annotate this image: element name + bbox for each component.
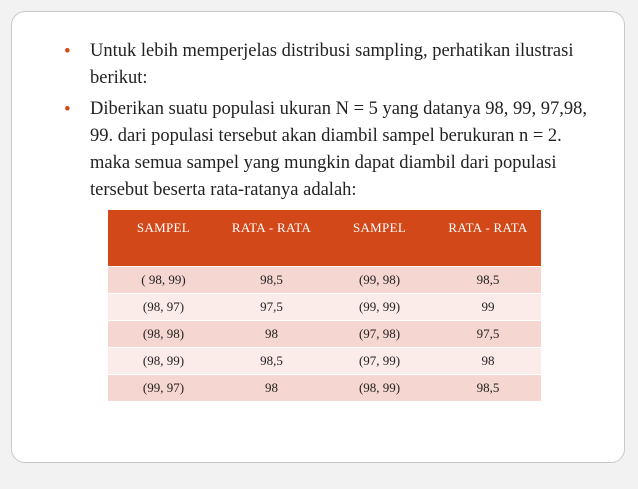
bullet-text: Untuk lebih memperjelas distribusi sampling, perhatikan ilustrasi berikut: — [90, 41, 574, 88]
table-row — [108, 375, 541, 402]
table-cell: 97,5 — [219, 294, 324, 321]
table-cell: (99, 97) — [108, 375, 219, 402]
table-header-row — [108, 210, 541, 267]
table-cell: ( 98, 99) — [108, 267, 219, 294]
bullet-list — [64, 38, 604, 208]
table-cell: 97,5 — [435, 321, 541, 348]
table-cell: 98,5 — [219, 267, 324, 294]
table-cell: (97, 99) — [324, 348, 435, 375]
header-rata-rata: RATA - RATA — [219, 210, 324, 267]
sample-table — [108, 210, 541, 401]
slide — [11, 11, 625, 463]
table-cell: (98, 98) — [108, 321, 219, 348]
header-rata-rata: RATA - RATA — [435, 210, 541, 267]
table-row — [108, 321, 541, 348]
table-cell: 98 — [435, 348, 541, 375]
bullet-dot-icon: • — [64, 41, 71, 62]
table-cell: 98,5 — [435, 267, 541, 294]
table-row — [108, 294, 541, 321]
table-cell: (98, 97) — [108, 294, 219, 321]
header-sampel: SAMPEL — [324, 210, 435, 267]
table-cell: (97, 98) — [324, 321, 435, 348]
table-cell: (98, 99) — [324, 375, 435, 402]
bullet-item — [64, 96, 604, 204]
header-sampel: SAMPEL — [108, 210, 219, 267]
table-cell: 98,5 — [219, 348, 324, 375]
bullet-text: Diberikan suatu populasi ukuran N = 5 yang datanya 98, 99, 97,98, 99. dari populasi tersebut akan diambil sampel berukuran n = 2. maka semua sampel yang mungkin dapat diambil dari populasi tersebut beserta rata-ratanya adalah: — [90, 99, 587, 200]
table-cell: (98, 99) — [108, 348, 219, 375]
bullet-dot-icon: • — [64, 99, 71, 120]
bullet-item — [64, 38, 604, 92]
table-row — [108, 267, 541, 294]
table-cell: (99, 98) — [324, 267, 435, 294]
table-cell: (99, 99) — [324, 294, 435, 321]
table-cell: 99 — [435, 294, 541, 321]
table-cell: 98,5 — [435, 375, 541, 402]
table-cell: 98 — [219, 321, 324, 348]
table-cell: 98 — [219, 375, 324, 402]
table-row — [108, 348, 541, 375]
